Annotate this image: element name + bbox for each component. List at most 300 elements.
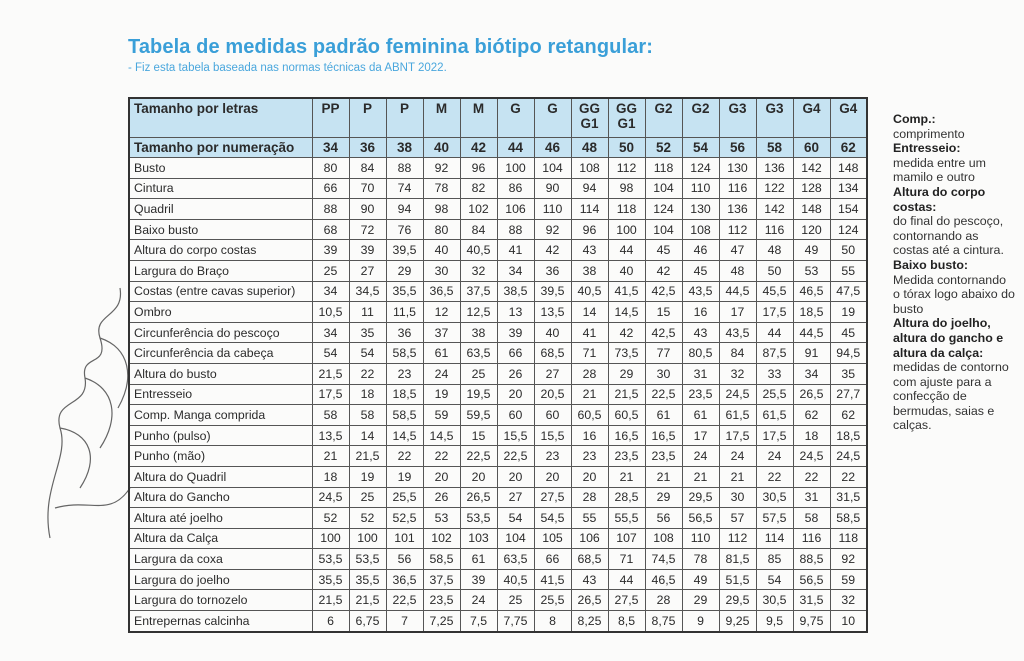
measurement-value: 21,5 — [608, 384, 645, 405]
measurement-value: 101 — [386, 528, 423, 549]
measurement-value: 17 — [719, 302, 756, 323]
measurement-value: 20 — [534, 466, 571, 487]
measurement-value: 40,5 — [460, 240, 497, 261]
letter-size-label: P — [399, 101, 409, 116]
measurement-value: 58 — [349, 405, 386, 426]
measurement-value: 17,5 — [719, 425, 756, 446]
number-size-cell: 48 — [571, 138, 608, 158]
measurement-value: 66 — [312, 178, 349, 199]
letter-size-label: M — [472, 101, 485, 116]
measurement-value: 42 — [645, 260, 682, 281]
measurement-value: 73,5 — [608, 343, 645, 364]
measurement-value: 30,5 — [756, 487, 793, 508]
measurement-value: 86 — [497, 178, 534, 199]
measurement-value: 84 — [349, 158, 386, 179]
measurement-value: 102 — [460, 199, 497, 220]
measurement-value: 78 — [682, 549, 719, 570]
number-size-cell: 56 — [719, 138, 756, 158]
page-title: Tabela de medidas padrão feminina biótipo retangular: — [128, 36, 654, 58]
measurement-value: 42,5 — [645, 322, 682, 343]
measurement-value: 88 — [312, 199, 349, 220]
measurement-value: 27 — [349, 260, 386, 281]
measurement-value: 114 — [571, 199, 608, 220]
measurement-value: 42 — [608, 322, 645, 343]
table-row — [129, 611, 867, 632]
measurement-label: Largura do tornozelo — [129, 590, 312, 611]
measurement-value: 84 — [719, 343, 756, 364]
measurement-value: 7 — [386, 611, 423, 632]
glossary-entry — [893, 141, 1015, 185]
measurement-value: 50 — [756, 260, 793, 281]
letter-size-label: G4 — [802, 101, 821, 116]
letter-size-cell — [830, 98, 867, 138]
letter-size-label: GG G1 — [615, 101, 637, 131]
glossary-entry — [893, 316, 1015, 433]
measurement-value: 40 — [423, 240, 460, 261]
measurement-value: 21,5 — [349, 446, 386, 467]
measurement-value: 56 — [645, 508, 682, 529]
measurement-value: 43,5 — [682, 281, 719, 302]
measurement-value: 19 — [349, 466, 386, 487]
letter-size-label: G — [510, 101, 521, 116]
letter-size-row — [129, 98, 867, 138]
measurement-value: 39 — [497, 322, 534, 343]
measurement-value: 52,5 — [386, 508, 423, 529]
measurement-label: Altura do busto — [129, 363, 312, 384]
measurement-value: 63,5 — [460, 343, 497, 364]
measurement-value: 102 — [423, 528, 460, 549]
measurement-value: 57,5 — [756, 508, 793, 529]
measurement-value: 107 — [608, 528, 645, 549]
measurement-value: 116 — [793, 528, 830, 549]
number-size-cell: 42 — [460, 138, 497, 158]
table-row — [129, 569, 867, 590]
number-size-cell: 50 — [608, 138, 645, 158]
measurement-value: 18,5 — [793, 302, 830, 323]
measurement-value: 114 — [756, 528, 793, 549]
measurement-value: 31,5 — [830, 487, 867, 508]
measurement-value: 130 — [719, 158, 756, 179]
measurement-value: 28,5 — [608, 487, 645, 508]
measurement-value: 13,5 — [312, 425, 349, 446]
measurement-value: 58,5 — [386, 405, 423, 426]
measurement-value: 24,5 — [793, 446, 830, 467]
measurement-value: 21 — [682, 466, 719, 487]
measurement-value: 21 — [645, 466, 682, 487]
measurement-label: Baixo busto — [129, 219, 312, 240]
table-row — [129, 158, 867, 179]
measurement-value: 20 — [460, 466, 497, 487]
table-row — [129, 302, 867, 323]
measurement-value: 27,7 — [830, 384, 867, 405]
measurement-value: 56 — [386, 549, 423, 570]
measurement-label: Quadril — [129, 199, 312, 220]
table-row — [129, 487, 867, 508]
measurement-value: 16 — [571, 425, 608, 446]
measurement-value: 21,5 — [312, 590, 349, 611]
measurement-value: 19 — [386, 466, 423, 487]
measurement-value: 94 — [571, 178, 608, 199]
number-size-cell: 38 — [386, 138, 423, 158]
measurement-value: 104 — [497, 528, 534, 549]
measurement-value: 80,5 — [682, 343, 719, 364]
measurement-value: 92 — [534, 219, 571, 240]
number-size-cell: 62 — [830, 138, 867, 158]
measurement-value: 31,5 — [793, 590, 830, 611]
measurement-value: 29,5 — [682, 487, 719, 508]
measurement-value: 31 — [793, 487, 830, 508]
measurement-value: 17 — [682, 425, 719, 446]
glossary-term: Altura do corpo costas: — [893, 184, 986, 214]
measurement-value: 104 — [645, 178, 682, 199]
measurement-value: 16 — [682, 302, 719, 323]
measurement-value: 58 — [312, 405, 349, 426]
measurement-value: 85 — [756, 549, 793, 570]
measurement-value: 20 — [423, 466, 460, 487]
letter-size-cell — [793, 98, 830, 138]
measurement-value: 47,5 — [830, 281, 867, 302]
measurement-value: 24,5 — [830, 446, 867, 467]
measurement-value: 6,75 — [349, 611, 386, 632]
measurement-label: Busto — [129, 158, 312, 179]
table-row — [129, 590, 867, 611]
measurement-value: 22,5 — [386, 590, 423, 611]
measurement-value: 48 — [719, 260, 756, 281]
measurement-value: 39 — [349, 240, 386, 261]
measurement-value: 112 — [719, 219, 756, 240]
measurement-value: 38 — [460, 322, 497, 343]
measurement-value: 61 — [423, 343, 460, 364]
measurement-value: 22,5 — [460, 446, 497, 467]
measurement-value: 59,5 — [460, 405, 497, 426]
table-row — [129, 322, 867, 343]
measurement-value: 100 — [312, 528, 349, 549]
measurement-value: 62 — [793, 405, 830, 426]
measurement-value: 13 — [497, 302, 534, 323]
measurement-value: 60 — [534, 405, 571, 426]
measurement-value: 45 — [682, 260, 719, 281]
table-row — [129, 466, 867, 487]
letter-size-label: GG G1 — [578, 101, 600, 131]
measurement-value: 48 — [756, 240, 793, 261]
measurement-value: 45 — [645, 240, 682, 261]
measurement-value: 21 — [608, 466, 645, 487]
measurement-value: 58,5 — [830, 508, 867, 529]
measurement-value: 90 — [534, 178, 571, 199]
measurement-value: 88 — [497, 219, 534, 240]
measurement-value: 58,5 — [423, 549, 460, 570]
measurement-value: 80 — [423, 219, 460, 240]
measurement-value: 47 — [719, 240, 756, 261]
measurement-value: 20,5 — [534, 384, 571, 405]
measurement-value: 61 — [645, 405, 682, 426]
measurement-value: 23 — [386, 363, 423, 384]
measurement-value: 23 — [534, 446, 571, 467]
number-size-cell: 40 — [423, 138, 460, 158]
measurement-value: 26 — [423, 487, 460, 508]
measurement-label: Largura da coxa — [129, 549, 312, 570]
measurement-value: 10,5 — [312, 302, 349, 323]
measurement-value: 148 — [830, 158, 867, 179]
letter-size-label: G4 — [839, 101, 858, 116]
measurement-value: 34 — [312, 281, 349, 302]
measurement-label: Altura do corpo costas — [129, 240, 312, 261]
measurement-value: 60 — [497, 405, 534, 426]
measurement-value: 110 — [534, 199, 571, 220]
measurement-value: 77 — [645, 343, 682, 364]
measurement-value: 32 — [460, 260, 497, 281]
glossary-entry — [893, 258, 1015, 316]
measurement-value: 62 — [830, 405, 867, 426]
measurement-value: 70 — [349, 178, 386, 199]
measurement-value: 22,5 — [497, 446, 534, 467]
page-subtitle: - Fiz esta tabela baseada nas normas técnicas da ABNT 2022. — [128, 62, 447, 74]
measurement-value: 106 — [571, 528, 608, 549]
measurement-value: 46,5 — [645, 569, 682, 590]
measurement-value: 45 — [830, 322, 867, 343]
measurement-value: 19 — [830, 302, 867, 323]
measurement-value: 88 — [386, 158, 423, 179]
measurement-value: 58,5 — [386, 343, 423, 364]
measurement-value: 42 — [534, 240, 571, 261]
letter-size-cell — [386, 98, 423, 138]
measurement-value: 112 — [608, 158, 645, 179]
measurement-value: 51,5 — [719, 569, 756, 590]
measurement-value: 81,5 — [719, 549, 756, 570]
measurement-value: 49 — [793, 240, 830, 261]
glossary-definition: comprimento — [893, 126, 965, 141]
measurement-value: 136 — [756, 158, 793, 179]
measurement-value: 25,5 — [534, 590, 571, 611]
measurement-value: 25 — [312, 260, 349, 281]
measurement-value: 96 — [571, 219, 608, 240]
measurement-value: 15,5 — [534, 425, 571, 446]
measurement-label: Largura do joelho — [129, 569, 312, 590]
letter-size-label: G2 — [691, 101, 710, 116]
measurement-value: 32 — [719, 363, 756, 384]
measurement-value: 91 — [793, 343, 830, 364]
measurement-value: 34,5 — [349, 281, 386, 302]
measurement-value: 14,5 — [386, 425, 423, 446]
number-size-cell: 54 — [682, 138, 719, 158]
measurement-value: 61,5 — [756, 405, 793, 426]
measurement-value: 72 — [349, 219, 386, 240]
measurement-value: 37 — [423, 322, 460, 343]
measurement-value: 21 — [719, 466, 756, 487]
measurement-value: 36 — [534, 260, 571, 281]
measurement-value: 29 — [682, 590, 719, 611]
measurement-label: Comp. Manga comprida — [129, 405, 312, 426]
measurement-value: 98 — [608, 178, 645, 199]
measurement-value: 16,5 — [608, 425, 645, 446]
measurement-label: Cintura — [129, 178, 312, 199]
measurement-value: 60,5 — [571, 405, 608, 426]
measurement-value: 136 — [719, 199, 756, 220]
measurement-value: 74 — [386, 178, 423, 199]
letter-size-cell — [312, 98, 349, 138]
measurement-value: 35,5 — [349, 569, 386, 590]
number-size-cell: 44 — [497, 138, 534, 158]
measurement-value: 29,5 — [719, 590, 756, 611]
measurement-value: 30 — [719, 487, 756, 508]
measurement-value: 23,5 — [608, 446, 645, 467]
measurement-value: 19,5 — [460, 384, 497, 405]
measurement-value: 82 — [460, 178, 497, 199]
table-row — [129, 405, 867, 426]
glossary-entry — [893, 112, 1015, 141]
measurement-value: 112 — [719, 528, 756, 549]
measurement-value: 43,5 — [719, 322, 756, 343]
measurement-value: 22 — [423, 446, 460, 467]
number-size-cell: 36 — [349, 138, 386, 158]
measurement-value: 88,5 — [793, 549, 830, 570]
measurement-value: 39 — [312, 240, 349, 261]
measurement-value: 61 — [682, 405, 719, 426]
table-row — [129, 508, 867, 529]
measurement-value: 68 — [312, 219, 349, 240]
measurement-value: 71 — [608, 549, 645, 570]
measurement-value: 19 — [423, 384, 460, 405]
measurement-value: 50 — [830, 240, 867, 261]
measurement-value: 23,5 — [423, 590, 460, 611]
letter-size-label: PP — [321, 101, 340, 116]
measurement-value: 142 — [793, 158, 830, 179]
measurement-value: 9,5 — [756, 611, 793, 632]
glossary-definition: medida entre um mamilo e outro — [893, 155, 986, 185]
measurement-value: 26,5 — [460, 487, 497, 508]
letter-size-cell — [682, 98, 719, 138]
measurement-value: 94,5 — [830, 343, 867, 364]
measurement-value: 104 — [645, 219, 682, 240]
measurement-value: 44,5 — [719, 281, 756, 302]
measurement-value: 124 — [682, 158, 719, 179]
measurement-value: 16,5 — [645, 425, 682, 446]
measurement-value: 14,5 — [423, 425, 460, 446]
measurement-value: 29 — [386, 260, 423, 281]
measurement-label: Entresseio — [129, 384, 312, 405]
measurement-value: 108 — [682, 219, 719, 240]
measurement-value: 29 — [645, 487, 682, 508]
measurement-value: 15 — [460, 425, 497, 446]
measurement-value: 61 — [460, 549, 497, 570]
table-row — [129, 199, 867, 220]
measurement-value: 11,5 — [386, 302, 423, 323]
measurement-value: 40 — [608, 260, 645, 281]
measurement-value: 33 — [756, 363, 793, 384]
measurement-value: 49 — [682, 569, 719, 590]
measurement-value: 36,5 — [386, 569, 423, 590]
glossary-term: Comp.: — [893, 112, 936, 126]
measurement-value: 46 — [682, 240, 719, 261]
measurement-value: 44 — [608, 569, 645, 590]
measurement-value: 20 — [497, 384, 534, 405]
table-row — [129, 281, 867, 302]
measurement-value: 24 — [423, 363, 460, 384]
measurement-value: 28 — [645, 590, 682, 611]
letter-size-cell — [608, 98, 645, 138]
measurement-value: 23,5 — [682, 384, 719, 405]
measurement-value: 55 — [830, 260, 867, 281]
measurement-label: Altura do Gancho — [129, 487, 312, 508]
measurement-value: 55,5 — [608, 508, 645, 529]
measurement-value: 68,5 — [534, 343, 571, 364]
table-row — [129, 446, 867, 467]
glossary-definition: do final do pescoço, contornando as costas até a cintura. — [893, 214, 1004, 258]
measurement-value: 43 — [571, 240, 608, 261]
measurement-value: 44 — [756, 322, 793, 343]
measurement-value: 8,75 — [645, 611, 682, 632]
measurement-value: 58 — [793, 508, 830, 529]
measurement-value: 29 — [608, 363, 645, 384]
measurement-value: 46,5 — [793, 281, 830, 302]
measurement-value: 53,5 — [460, 508, 497, 529]
measurement-value: 34 — [793, 363, 830, 384]
measurement-value: 122 — [756, 178, 793, 199]
measurement-label: Circunferência do pescoço — [129, 322, 312, 343]
measurement-value: 11 — [349, 302, 386, 323]
measurement-value: 27,5 — [608, 590, 645, 611]
letter-size-cell — [719, 98, 756, 138]
measurement-value: 7,75 — [497, 611, 534, 632]
measurement-value: 25 — [460, 363, 497, 384]
measurements-body — [129, 158, 867, 632]
measurement-value: 24,5 — [312, 487, 349, 508]
measurement-value: 41 — [497, 240, 534, 261]
measurement-value: 8 — [534, 611, 571, 632]
measurement-value: 24 — [719, 446, 756, 467]
measurement-value: 27 — [534, 363, 571, 384]
measurement-value: 25 — [497, 590, 534, 611]
measurement-value: 25 — [349, 487, 386, 508]
measurement-value: 57 — [719, 508, 756, 529]
glossary-definition: medidas de contorno com ajuste para a confecção de bermudas, saias e calças. — [893, 360, 1009, 433]
measurement-value: 13,5 — [534, 302, 571, 323]
measurement-value: 20 — [497, 466, 534, 487]
measurement-value: 18 — [312, 466, 349, 487]
letter-size-cell — [571, 98, 608, 138]
measurement-value: 15 — [645, 302, 682, 323]
letter-size-cell — [497, 98, 534, 138]
number-size-cell: 34 — [312, 138, 349, 158]
measurement-value: 44 — [608, 240, 645, 261]
measurement-value: 59 — [830, 569, 867, 590]
table-row — [129, 363, 867, 384]
letter-size-cell — [423, 98, 460, 138]
measurement-value: 87,5 — [756, 343, 793, 364]
measurement-value: 14 — [349, 425, 386, 446]
measurement-value: 142 — [756, 199, 793, 220]
measurement-value: 40 — [534, 322, 571, 343]
table-row — [129, 528, 867, 549]
measurement-value: 100 — [349, 528, 386, 549]
measurement-value: 36 — [386, 322, 423, 343]
measurement-value: 17,5 — [756, 302, 793, 323]
measurement-value: 14 — [571, 302, 608, 323]
table-row — [129, 219, 867, 240]
measurement-value: 23 — [571, 446, 608, 467]
letter-size-label: P — [362, 101, 372, 116]
measurement-value: 35 — [830, 363, 867, 384]
number-size-cell: 60 — [793, 138, 830, 158]
letter-size-label: G3 — [728, 101, 747, 116]
measurement-value: 56,5 — [682, 508, 719, 529]
measurement-value: 52 — [349, 508, 386, 529]
measurement-value: 27,5 — [534, 487, 571, 508]
glossary-term: Altura do joelho, altura do gancho e altura da calça: — [893, 316, 1004, 360]
measurement-value: 22,5 — [645, 384, 682, 405]
measurement-value: 128 — [793, 178, 830, 199]
measurement-value: 92 — [830, 549, 867, 570]
